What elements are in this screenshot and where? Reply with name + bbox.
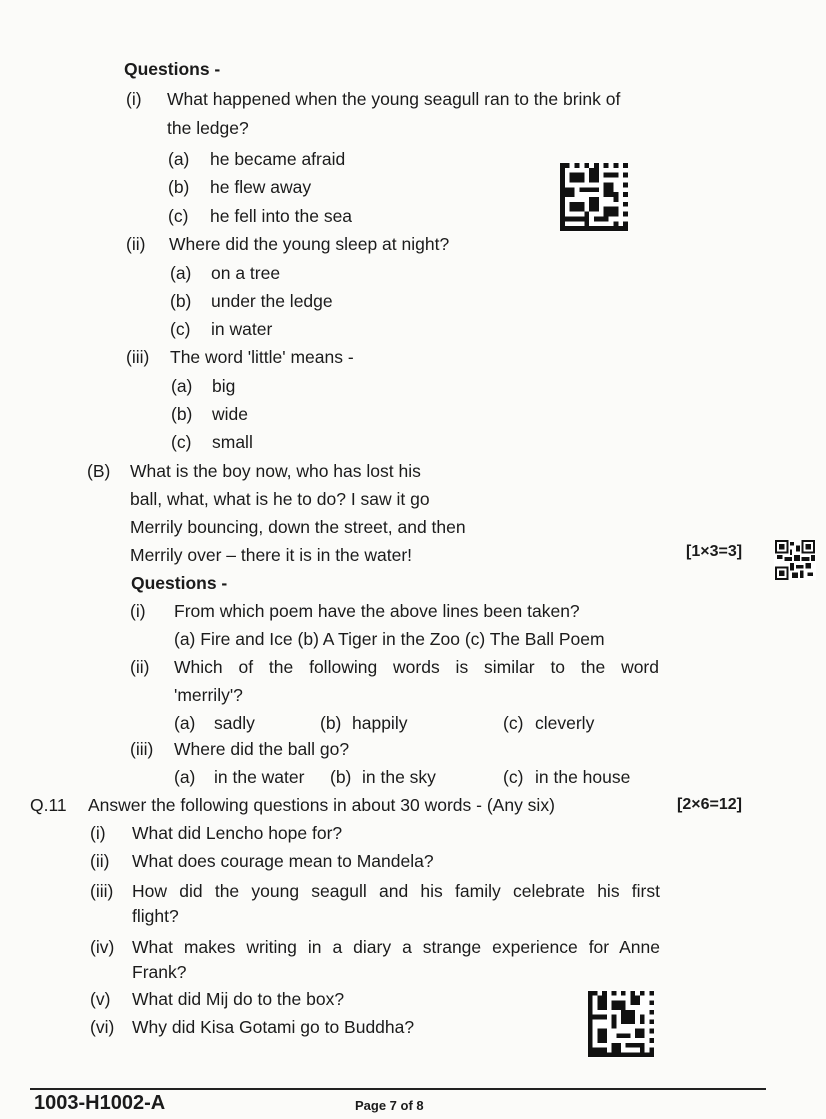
question-number: (ii) bbox=[130, 657, 150, 677]
option-label: (a) bbox=[174, 713, 196, 733]
question-number: (iii) bbox=[126, 347, 150, 367]
question-number: (iii) bbox=[130, 739, 154, 759]
option-text: small bbox=[212, 432, 253, 452]
option-label: (c) bbox=[503, 713, 524, 733]
item-number: (v) bbox=[90, 989, 111, 1009]
question-number: (i) bbox=[126, 89, 142, 109]
item-text: Why did Kisa Gotami go to Buddha? bbox=[132, 1017, 415, 1037]
option-text: he became afraid bbox=[210, 149, 346, 169]
paper-code: 1003-H1002-A bbox=[34, 1092, 166, 1114]
option-label: (c) bbox=[503, 767, 524, 787]
option-text: he flew away bbox=[210, 177, 312, 197]
option-label: (a) bbox=[171, 376, 193, 396]
item-text-cont: Frank? bbox=[132, 962, 187, 982]
question-text-cont: the ledge? bbox=[167, 118, 249, 138]
poem-line: Merrily over – there it is in the water! bbox=[130, 545, 413, 565]
question-text: Where did the ball go? bbox=[174, 739, 350, 759]
item-number: (i) bbox=[90, 823, 106, 843]
item-number: (iv) bbox=[90, 937, 115, 957]
option-label: (c) bbox=[170, 319, 191, 339]
marks-q11: [2×6=12] bbox=[677, 796, 742, 813]
footer-divider bbox=[30, 1088, 766, 1090]
question-text: The word 'little' means - bbox=[170, 347, 354, 367]
option-label: (b) bbox=[171, 404, 193, 424]
item-text: How did the young seagull and his family celebrate his first bbox=[132, 881, 660, 901]
poem-line: ball, what, what is he to do? I saw it go bbox=[130, 489, 430, 509]
question-text: What happened when the young seagull ran to the brink of bbox=[167, 89, 621, 109]
option-label: (a) bbox=[174, 767, 196, 787]
item-text: What did Mij do to the box? bbox=[132, 989, 345, 1009]
question-number-q11: Q.11 bbox=[30, 795, 67, 815]
item-number: (ii) bbox=[90, 851, 110, 871]
option-text: under the ledge bbox=[211, 291, 333, 311]
item-number: (iii) bbox=[90, 881, 114, 901]
item-text: What does courage mean to Mandela? bbox=[132, 851, 434, 871]
option-label: (b) bbox=[170, 291, 192, 311]
item-text-cont: flight? bbox=[132, 906, 179, 926]
item-number: (vi) bbox=[90, 1017, 115, 1037]
option-label: (b) bbox=[320, 713, 342, 733]
option-text: sadly bbox=[214, 713, 255, 733]
question-text-cont: 'merrily'? bbox=[174, 685, 243, 705]
option-label: (b) bbox=[330, 767, 352, 787]
option-label: (a) bbox=[168, 149, 190, 169]
question-text: From which poem have the above lines been taken? bbox=[174, 601, 580, 621]
question-number: (ii) bbox=[126, 234, 146, 254]
questions-heading-b: Questions - bbox=[131, 573, 228, 593]
qr-code-side bbox=[774, 540, 816, 580]
option-label: (b) bbox=[168, 177, 190, 197]
option-text: happily bbox=[352, 713, 408, 733]
section-label-b: (B) bbox=[87, 461, 111, 481]
option-text: in water bbox=[211, 319, 273, 339]
option-text: in the house bbox=[535, 767, 631, 787]
option-text: big bbox=[212, 376, 236, 396]
question-text: Which of the following words is similar to the word bbox=[174, 657, 659, 677]
item-text: What did Lencho hope for? bbox=[132, 823, 343, 843]
marks-b: [1×3=3] bbox=[686, 543, 743, 560]
questions-heading-a: Questions - bbox=[124, 59, 221, 79]
poem-line: What is the boy now, who has lost his bbox=[130, 461, 421, 481]
option-text: he fell into the sea bbox=[210, 206, 353, 226]
q11-instruction: Answer the following questions in about 30 words - (Any six) bbox=[88, 795, 555, 815]
option-text: cleverly bbox=[535, 713, 595, 733]
datamatrix-code-bottom bbox=[588, 990, 654, 1058]
option-label: (c) bbox=[168, 206, 189, 226]
option-text: wide bbox=[212, 404, 248, 424]
option-text: in the sky bbox=[362, 767, 436, 787]
options-line: (a) Fire and Ice (b) A Tiger in the Zoo (c) The Ball Poem bbox=[174, 629, 605, 649]
option-label: (a) bbox=[170, 263, 192, 283]
poem-line: Merrily bouncing, down the street, and then bbox=[130, 517, 466, 537]
item-text: What makes writing in a diary a strange experience for Anne bbox=[132, 937, 660, 957]
option-text: in the water bbox=[214, 767, 305, 787]
option-label: (c) bbox=[171, 432, 192, 452]
datamatrix-code-top bbox=[560, 162, 628, 232]
option-text: on a tree bbox=[211, 263, 281, 283]
question-text: Where did the young sleep at night? bbox=[169, 234, 450, 254]
page-number: Page 7 of 8 bbox=[355, 1098, 424, 1113]
question-number: (i) bbox=[130, 601, 146, 621]
